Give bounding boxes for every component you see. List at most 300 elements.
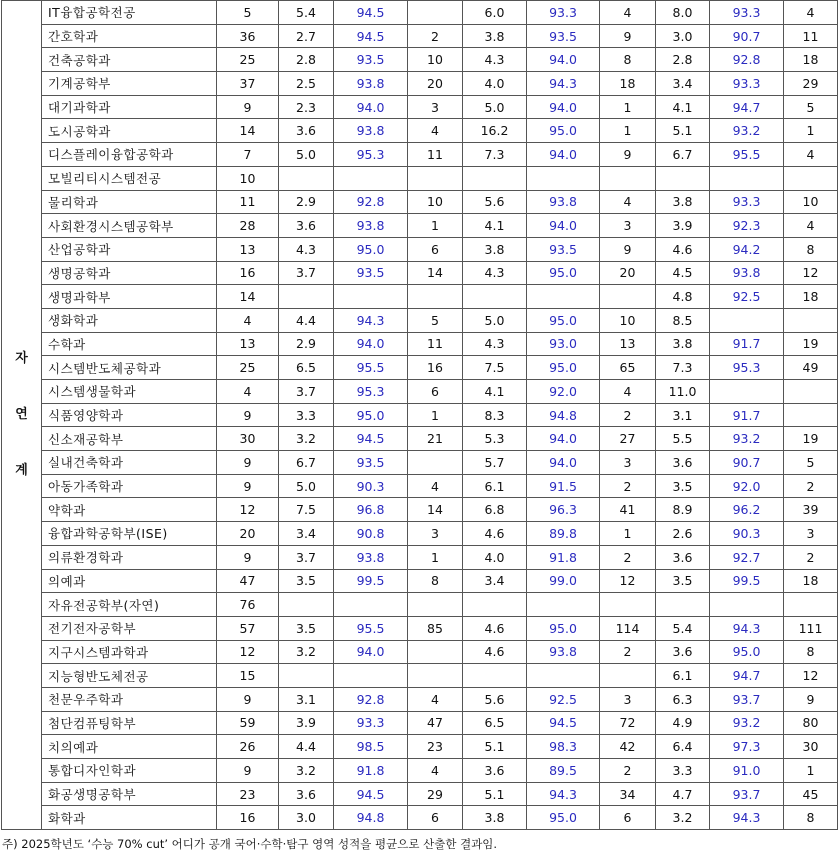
department-name: 생명과학부 [42, 285, 217, 309]
value-cell: 14 [408, 261, 463, 285]
score-cell [710, 308, 784, 332]
score-cell: 94.3 [527, 72, 600, 96]
value-cell: 5.7 [463, 451, 527, 475]
table-row [2, 308, 838, 332]
value-cell: 4.1 [656, 95, 710, 119]
value-cell: 3.6 [279, 119, 334, 143]
value-cell: 20 [217, 522, 279, 546]
value-cell: 3.5 [279, 569, 334, 593]
score-cell: 95.0 [334, 237, 408, 261]
value-cell [784, 403, 838, 427]
value-cell: 5.0 [279, 143, 334, 167]
value-cell: 3.9 [656, 214, 710, 238]
value-cell: 5.0 [279, 474, 334, 498]
value-cell: 6.7 [656, 143, 710, 167]
value-cell: 9 [217, 95, 279, 119]
score-cell: 89.5 [527, 759, 600, 783]
value-cell: 5.4 [279, 1, 334, 25]
score-cell: 92.5 [527, 687, 600, 711]
department-name: 도시공학과 [42, 119, 217, 143]
value-cell: 34 [600, 782, 656, 806]
value-cell: 5.5 [656, 427, 710, 451]
value-cell: 4 [408, 687, 463, 711]
score-cell: 94.7 [710, 664, 784, 688]
score-cell: 93.7 [710, 782, 784, 806]
value-cell: 4 [408, 759, 463, 783]
value-cell: 5 [408, 308, 463, 332]
value-cell: 9 [217, 545, 279, 569]
value-cell: 4.4 [279, 308, 334, 332]
value-cell: 10 [408, 190, 463, 214]
value-cell: 23 [408, 735, 463, 759]
department-name: 산업공학과 [42, 237, 217, 261]
value-cell: 4.1 [463, 214, 527, 238]
value-cell: 16 [217, 261, 279, 285]
value-cell: 16 [408, 356, 463, 380]
score-cell: 92.8 [710, 48, 784, 72]
table-row [2, 569, 838, 593]
table-row [2, 806, 838, 830]
value-cell: 2 [784, 545, 838, 569]
value-cell: 4.1 [463, 380, 527, 404]
value-cell [463, 664, 527, 688]
department-name: 자유전공학부(자연) [42, 593, 217, 617]
value-cell: 2.9 [279, 332, 334, 356]
value-cell: 3.2 [279, 640, 334, 664]
value-cell [656, 593, 710, 617]
department-name: 의예과 [42, 569, 217, 593]
value-cell: 9 [600, 237, 656, 261]
table-row [2, 1, 838, 25]
value-cell: 6 [408, 380, 463, 404]
score-cell: 94.0 [527, 427, 600, 451]
value-cell: 2.7 [279, 24, 334, 48]
score-cell: 94.5 [334, 427, 408, 451]
table-row [2, 95, 838, 119]
value-cell: 3.3 [279, 403, 334, 427]
score-cell: 93.8 [527, 190, 600, 214]
score-cell: 91.7 [710, 332, 784, 356]
value-cell: 6.3 [656, 687, 710, 711]
value-cell: 1 [408, 545, 463, 569]
score-cell: 93.8 [710, 261, 784, 285]
value-cell: 9 [217, 687, 279, 711]
value-cell: 3.8 [463, 237, 527, 261]
value-cell: 9 [600, 24, 656, 48]
score-cell: 95.3 [334, 380, 408, 404]
value-cell: 42 [600, 735, 656, 759]
score-cell: 94.3 [710, 616, 784, 640]
value-cell: 9 [217, 451, 279, 475]
value-cell: 4.0 [463, 545, 527, 569]
table-row [2, 616, 838, 640]
value-cell: 3.0 [656, 24, 710, 48]
value-cell: 2.5 [279, 72, 334, 96]
value-cell: 4.3 [463, 48, 527, 72]
score-cell: 94.5 [334, 1, 408, 25]
value-cell: 30 [784, 735, 838, 759]
value-cell: 8 [784, 640, 838, 664]
value-cell: 12 [217, 640, 279, 664]
value-cell: 5.6 [463, 687, 527, 711]
value-cell: 5 [784, 95, 838, 119]
value-cell: 5.4 [656, 616, 710, 640]
value-cell: 3.5 [656, 569, 710, 593]
value-cell: 30 [217, 427, 279, 451]
value-cell: 3.2 [656, 806, 710, 830]
value-cell: 3 [600, 214, 656, 238]
score-cell: 93.3 [527, 1, 600, 25]
score-cell: 90.3 [710, 522, 784, 546]
value-cell: 1 [784, 759, 838, 783]
score-cell: 89.8 [527, 522, 600, 546]
department-name: 화학과 [42, 806, 217, 830]
score-cell: 94.0 [527, 451, 600, 475]
score-cell: 94.0 [527, 48, 600, 72]
value-cell: 7 [217, 143, 279, 167]
value-cell: 3.3 [656, 759, 710, 783]
score-cell: 99.0 [527, 569, 600, 593]
score-cell: 92.0 [710, 474, 784, 498]
score-cell: 93.8 [334, 72, 408, 96]
score-cell: 92.8 [334, 190, 408, 214]
value-cell [408, 640, 463, 664]
value-cell: 3.6 [279, 214, 334, 238]
value-cell: 7.5 [279, 498, 334, 522]
table-row [2, 72, 838, 96]
score-cell: 90.7 [710, 24, 784, 48]
value-cell: 2 [408, 24, 463, 48]
value-cell: 8.9 [656, 498, 710, 522]
score-cell: 93.5 [527, 237, 600, 261]
value-cell: 3.7 [279, 545, 334, 569]
table-row [2, 237, 838, 261]
value-cell: 41 [600, 498, 656, 522]
value-cell: 4 [600, 1, 656, 25]
value-cell: 4.0 [463, 72, 527, 96]
value-cell: 3.6 [656, 545, 710, 569]
group-label-char: 연 [15, 407, 28, 423]
table-row [2, 380, 838, 404]
department-name: 수학과 [42, 332, 217, 356]
score-cell: 95.5 [710, 143, 784, 167]
table-row [2, 522, 838, 546]
value-cell: 4 [784, 143, 838, 167]
value-cell: 23 [217, 782, 279, 806]
value-cell: 6.7 [279, 451, 334, 475]
value-cell: 47 [408, 711, 463, 735]
value-cell: 16 [217, 806, 279, 830]
value-cell: 1 [600, 119, 656, 143]
value-cell [600, 285, 656, 309]
table-row [2, 451, 838, 475]
score-cell: 95.3 [334, 143, 408, 167]
value-cell: 4 [408, 119, 463, 143]
value-cell: 5 [217, 1, 279, 25]
value-cell: 5.0 [463, 95, 527, 119]
value-cell: 2.6 [656, 522, 710, 546]
table-row [2, 332, 838, 356]
table-row [2, 48, 838, 72]
score-cell: 90.3 [334, 474, 408, 498]
value-cell: 26 [217, 735, 279, 759]
value-cell: 65 [600, 356, 656, 380]
value-cell: 3.6 [279, 782, 334, 806]
score-cell: 93.5 [334, 451, 408, 475]
value-cell: 3 [600, 687, 656, 711]
score-cell: 91.8 [334, 759, 408, 783]
value-cell: 4.6 [463, 522, 527, 546]
score-cell: 92.5 [710, 285, 784, 309]
score-cell: 95.0 [527, 119, 600, 143]
value-cell: 3.4 [463, 569, 527, 593]
table-row [2, 782, 838, 806]
table-row [2, 593, 838, 617]
value-cell: 9 [784, 687, 838, 711]
value-cell: 3.6 [656, 640, 710, 664]
score-cell: 93.2 [710, 711, 784, 735]
table-row [2, 711, 838, 735]
value-cell: 18 [600, 72, 656, 96]
value-cell: 1 [600, 522, 656, 546]
value-cell: 3.5 [279, 616, 334, 640]
value-cell [279, 593, 334, 617]
score-cell: 92.0 [527, 380, 600, 404]
value-cell: 4.3 [279, 237, 334, 261]
value-cell: 11 [217, 190, 279, 214]
value-cell [784, 380, 838, 404]
table-row [2, 735, 838, 759]
score-cell: 93.8 [334, 545, 408, 569]
score-cell [334, 664, 408, 688]
value-cell: 3.5 [656, 474, 710, 498]
value-cell: 11 [408, 332, 463, 356]
department-name: 대기과학과 [42, 95, 217, 119]
value-cell: 2.8 [279, 48, 334, 72]
score-cell: 93.5 [334, 261, 408, 285]
value-cell: 5 [784, 451, 838, 475]
department-name: 모빌리티시스템전공 [42, 166, 217, 190]
score-cell: 95.5 [334, 356, 408, 380]
value-cell [408, 166, 463, 190]
value-cell: 9 [217, 759, 279, 783]
value-cell: 9 [600, 143, 656, 167]
value-cell: 5.6 [463, 190, 527, 214]
value-cell: 10 [600, 308, 656, 332]
value-cell: 3.1 [279, 687, 334, 711]
department-name: 사회환경시스템공학부 [42, 214, 217, 238]
department-name: 융합과학공학부(ISE) [42, 522, 217, 546]
value-cell: 8 [784, 806, 838, 830]
value-cell: 8.0 [656, 1, 710, 25]
score-cell: 94.8 [527, 403, 600, 427]
value-cell: 16.2 [463, 119, 527, 143]
score-cell: 93.2 [710, 427, 784, 451]
value-cell: 4.6 [656, 237, 710, 261]
value-cell [463, 285, 527, 309]
value-cell: 39 [784, 498, 838, 522]
value-cell: 3.4 [656, 72, 710, 96]
value-cell: 6.5 [463, 711, 527, 735]
value-cell: 4.6 [463, 616, 527, 640]
value-cell: 6.1 [656, 664, 710, 688]
value-cell [600, 664, 656, 688]
score-cell: 91.7 [710, 403, 784, 427]
value-cell: 6.5 [279, 356, 334, 380]
score-cell: 95.0 [710, 640, 784, 664]
department-name: IT융합공학전공 [42, 1, 217, 25]
department-name: 통합디자인학과 [42, 759, 217, 783]
score-cell: 98.3 [527, 735, 600, 759]
value-cell: 25 [217, 356, 279, 380]
value-cell: 76 [217, 593, 279, 617]
value-cell: 5.3 [463, 427, 527, 451]
value-cell: 4 [784, 214, 838, 238]
value-cell: 3 [784, 522, 838, 546]
score-cell [527, 664, 600, 688]
group-label [2, 1, 42, 830]
table-row [2, 664, 838, 688]
department-name: 생화학과 [42, 308, 217, 332]
score-cell [527, 166, 600, 190]
score-cell: 95.0 [527, 356, 600, 380]
score-cell: 94.2 [710, 237, 784, 261]
value-cell [600, 593, 656, 617]
score-cell: 93.3 [334, 711, 408, 735]
value-cell: 18 [784, 569, 838, 593]
score-cell: 99.5 [710, 569, 784, 593]
table-row [2, 24, 838, 48]
score-cell: 96.3 [527, 498, 600, 522]
value-cell: 19 [784, 427, 838, 451]
score-cell: 91.5 [527, 474, 600, 498]
value-cell: 5.0 [463, 308, 527, 332]
value-cell: 2 [600, 403, 656, 427]
table-row [2, 261, 838, 285]
table-row [2, 285, 838, 309]
value-cell: 59 [217, 711, 279, 735]
value-cell: 3.6 [463, 759, 527, 783]
value-cell: 25 [217, 48, 279, 72]
value-cell: 3.6 [656, 451, 710, 475]
score-cell [527, 593, 600, 617]
table-row [2, 427, 838, 451]
value-cell: 14 [217, 119, 279, 143]
value-cell: 3.4 [279, 522, 334, 546]
value-cell [279, 664, 334, 688]
group-label-char: 자 [15, 351, 28, 367]
value-cell: 13 [217, 332, 279, 356]
value-cell: 6.8 [463, 498, 527, 522]
value-cell: 29 [784, 72, 838, 96]
score-cell: 98.5 [334, 735, 408, 759]
value-cell: 2 [600, 474, 656, 498]
department-name: 실내건축학과 [42, 451, 217, 475]
value-cell: 4.3 [463, 261, 527, 285]
value-cell: 3 [408, 95, 463, 119]
table-row [2, 498, 838, 522]
table-row [2, 143, 838, 167]
score-cell: 93.3 [710, 72, 784, 96]
department-name: 시스템반도체공학과 [42, 356, 217, 380]
value-cell: 18 [784, 285, 838, 309]
value-cell: 18 [784, 48, 838, 72]
score-cell: 93.5 [527, 24, 600, 48]
value-cell: 5.1 [463, 782, 527, 806]
value-cell: 20 [408, 72, 463, 96]
value-cell [408, 1, 463, 25]
value-cell: 7.5 [463, 356, 527, 380]
value-cell: 85 [408, 616, 463, 640]
value-cell [784, 308, 838, 332]
value-cell: 7.3 [656, 356, 710, 380]
department-name: 지능형반도체전공 [42, 664, 217, 688]
value-cell: 12 [784, 664, 838, 688]
value-cell: 12 [217, 498, 279, 522]
value-cell [408, 593, 463, 617]
value-cell: 6.1 [463, 474, 527, 498]
value-cell: 47 [217, 569, 279, 593]
score-cell [710, 380, 784, 404]
score-cell: 94.3 [334, 308, 408, 332]
value-cell: 14 [408, 498, 463, 522]
value-cell: 3.2 [279, 427, 334, 451]
value-cell: 9 [217, 474, 279, 498]
value-cell: 2.3 [279, 95, 334, 119]
value-cell: 57 [217, 616, 279, 640]
score-cell: 92.7 [710, 545, 784, 569]
value-cell: 6 [408, 806, 463, 830]
department-name: 건축공학과 [42, 48, 217, 72]
value-cell: 3.7 [279, 380, 334, 404]
value-cell: 8.5 [656, 308, 710, 332]
value-cell [279, 166, 334, 190]
value-cell: 12 [784, 261, 838, 285]
value-cell: 45 [784, 782, 838, 806]
value-cell: 3.9 [279, 711, 334, 735]
value-cell: 4 [217, 380, 279, 404]
table-row [2, 403, 838, 427]
score-cell: 91.0 [710, 759, 784, 783]
table-row [2, 190, 838, 214]
value-cell: 4 [600, 190, 656, 214]
value-cell: 1 [600, 95, 656, 119]
value-cell [600, 166, 656, 190]
department-name: 화공생명공학부 [42, 782, 217, 806]
value-cell: 2.9 [279, 190, 334, 214]
score-cell: 93.3 [710, 190, 784, 214]
department-name: 천문우주학과 [42, 687, 217, 711]
score-cell: 93.3 [710, 1, 784, 25]
table-row [2, 474, 838, 498]
value-cell [408, 451, 463, 475]
department-name: 신소재공학부 [42, 427, 217, 451]
value-cell: 9 [217, 403, 279, 427]
value-cell: 2 [784, 474, 838, 498]
footnote: 주) 2025학년도 ‘수능 70% cut’ 어디가 공개 국어·수학·탐구 영역 성적을 평균으로 산출한 결과임. [2, 837, 498, 852]
value-cell: 4 [217, 308, 279, 332]
value-cell: 6.0 [463, 1, 527, 25]
value-cell: 111 [784, 616, 838, 640]
value-cell: 80 [784, 711, 838, 735]
score-cell: 92.3 [710, 214, 784, 238]
value-cell: 13 [217, 237, 279, 261]
department-name: 기계공학부 [42, 72, 217, 96]
score-cell: 94.0 [527, 143, 600, 167]
score-cell [334, 166, 408, 190]
value-cell: 11 [784, 24, 838, 48]
group-label-char: 계 [15, 463, 28, 479]
